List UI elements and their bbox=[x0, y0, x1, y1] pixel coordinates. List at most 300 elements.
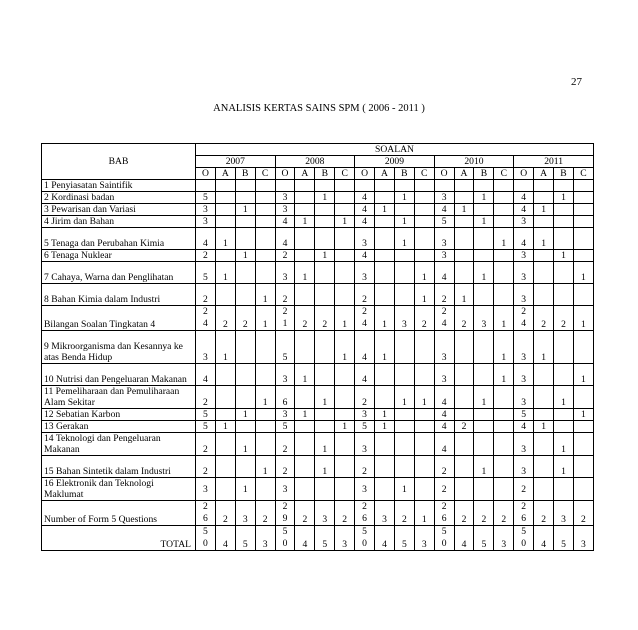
bab-label: 8 Bahan Kimia dalam Industri bbox=[42, 284, 196, 306]
value-cell: 1 bbox=[335, 331, 355, 364]
value-cell bbox=[335, 386, 355, 409]
value-cell: 3 bbox=[394, 306, 414, 331]
value-cell bbox=[315, 421, 335, 433]
value-cell bbox=[394, 331, 414, 364]
value-cell bbox=[414, 216, 434, 228]
year-header: 2007 bbox=[196, 156, 276, 168]
value-cell: 1 bbox=[335, 421, 355, 433]
value-cell: 3 bbox=[514, 386, 534, 409]
value-cell: 3 bbox=[474, 306, 494, 331]
value-cell: 1 bbox=[375, 421, 395, 433]
value-cell: 1 bbox=[235, 478, 255, 501]
value-cell bbox=[335, 180, 355, 192]
value-cell bbox=[414, 331, 434, 364]
subheader-cell: O bbox=[196, 168, 216, 180]
value-cell bbox=[355, 180, 375, 192]
value-cell bbox=[573, 478, 593, 501]
value-cell bbox=[494, 409, 514, 421]
value-cell: 4 bbox=[434, 262, 454, 284]
bab-label: TOTAL bbox=[42, 526, 196, 551]
value-cell: 4 bbox=[275, 216, 295, 228]
value-cell: 3 bbox=[275, 478, 295, 501]
value-cell bbox=[255, 216, 275, 228]
value-cell bbox=[375, 478, 395, 501]
value-cell bbox=[235, 456, 255, 478]
value-cell: 4 bbox=[355, 216, 375, 228]
value-cell: 3 bbox=[514, 364, 534, 386]
value-cell bbox=[255, 228, 275, 250]
subheader-cell: A bbox=[454, 168, 474, 180]
value-digits: 24 bbox=[521, 306, 527, 329]
value-digits: 26 bbox=[441, 501, 447, 524]
subheader-cell: B bbox=[474, 168, 494, 180]
table-row bbox=[42, 228, 594, 250]
value-cell bbox=[315, 284, 335, 306]
value-cell: 1 bbox=[534, 331, 554, 364]
value-cell bbox=[315, 331, 335, 364]
document-title: ANALISIS KERTAS SAINS SPM ( 2006 - 2011 ) bbox=[213, 103, 425, 114]
value-cell bbox=[255, 331, 275, 364]
value-cell: 1 bbox=[554, 250, 574, 262]
value-cell: 5 bbox=[554, 526, 574, 551]
value-cell bbox=[255, 421, 275, 433]
value-cell bbox=[573, 192, 593, 204]
subheader-cell: O bbox=[514, 168, 534, 180]
table-row bbox=[42, 284, 594, 306]
value-cell: 2 bbox=[275, 433, 295, 456]
value-cell: 5 bbox=[196, 262, 216, 284]
table-row bbox=[42, 331, 594, 364]
value-cell bbox=[494, 216, 514, 228]
value-cell bbox=[335, 409, 355, 421]
value-cell: 5 bbox=[235, 526, 255, 551]
value-cell: 5 bbox=[514, 409, 534, 421]
value-cell: 2 bbox=[534, 501, 554, 526]
value-cell bbox=[534, 364, 554, 386]
value-cell bbox=[235, 262, 255, 284]
value-cell: 3 bbox=[514, 216, 534, 228]
value-cell bbox=[414, 433, 434, 456]
value-cell bbox=[235, 331, 255, 364]
bab-label: 4 Jirim dan Bahan bbox=[42, 216, 196, 228]
table-row bbox=[42, 250, 594, 262]
value-cell bbox=[454, 250, 474, 262]
value-cell: 5 bbox=[196, 192, 216, 204]
value-cell bbox=[215, 216, 235, 228]
value-cell: 1 bbox=[255, 284, 275, 306]
value-cell bbox=[454, 478, 474, 501]
value-cell bbox=[494, 386, 514, 409]
value-cell bbox=[573, 386, 593, 409]
value-digits: 24 bbox=[441, 306, 447, 329]
value-cell: 3 bbox=[335, 526, 355, 551]
value-cell bbox=[335, 192, 355, 204]
value-cell: 4 bbox=[295, 526, 315, 551]
table-row bbox=[42, 386, 594, 409]
value-cell: 1 bbox=[414, 501, 434, 526]
value-cell: 3 bbox=[414, 526, 434, 551]
value-cell bbox=[554, 216, 574, 228]
value-cell bbox=[355, 526, 375, 551]
value-cell bbox=[494, 478, 514, 501]
value-cell bbox=[474, 364, 494, 386]
value-cell bbox=[335, 250, 355, 262]
value-cell bbox=[335, 433, 355, 456]
value-cell: 1 bbox=[315, 386, 335, 409]
value-cell: 1 bbox=[474, 216, 494, 228]
value-cell: 1 bbox=[255, 306, 275, 331]
value-cell bbox=[454, 409, 474, 421]
value-cell bbox=[554, 421, 574, 433]
value-cell: 5 bbox=[196, 421, 216, 433]
value-cell bbox=[295, 228, 315, 250]
value-cell: 2 bbox=[215, 306, 235, 331]
value-cell: 3 bbox=[275, 409, 295, 421]
bab-label: 13 Gerakan bbox=[42, 421, 196, 433]
value-cell: 4 bbox=[275, 228, 295, 250]
table-row bbox=[42, 364, 594, 386]
subheader-cell: B bbox=[235, 168, 255, 180]
value-cell: 4 bbox=[514, 228, 534, 250]
table-row bbox=[42, 433, 594, 456]
value-cell bbox=[375, 250, 395, 262]
value-cell bbox=[394, 284, 414, 306]
value-cell bbox=[494, 262, 514, 284]
value-cell bbox=[355, 501, 375, 526]
value-cell bbox=[414, 250, 434, 262]
value-cell: 1 bbox=[534, 228, 554, 250]
value-cell bbox=[414, 192, 434, 204]
value-cell: 4 bbox=[196, 228, 216, 250]
value-cell: 2 bbox=[474, 501, 494, 526]
value-cell bbox=[494, 433, 514, 456]
value-cell: 1 bbox=[315, 433, 335, 456]
value-cell bbox=[454, 216, 474, 228]
value-cell bbox=[295, 284, 315, 306]
value-cell bbox=[414, 409, 434, 421]
value-cell bbox=[275, 526, 295, 551]
bab-header: BAB bbox=[42, 144, 196, 180]
value-cell: 3 bbox=[514, 433, 534, 456]
value-cell: 4 bbox=[355, 250, 375, 262]
value-digits: 21 bbox=[282, 306, 288, 329]
value-cell: 2 bbox=[235, 306, 255, 331]
value-cell: 3 bbox=[275, 204, 295, 216]
value-digits: 50 bbox=[362, 526, 367, 549]
value-cell bbox=[474, 331, 494, 364]
value-cell bbox=[295, 386, 315, 409]
value-digits: 26 bbox=[362, 501, 367, 524]
value-cell bbox=[196, 501, 216, 526]
value-cell bbox=[215, 250, 235, 262]
value-cell: 2 bbox=[295, 501, 315, 526]
value-cell: 2 bbox=[355, 386, 375, 409]
value-digits: 50 bbox=[521, 526, 527, 549]
value-cell: 3 bbox=[275, 262, 295, 284]
value-cell: 1 bbox=[573, 364, 593, 386]
value-cell: 3 bbox=[434, 250, 454, 262]
value-cell bbox=[375, 364, 395, 386]
value-cell: 3 bbox=[514, 284, 534, 306]
value-cell bbox=[315, 204, 335, 216]
value-cell: 3 bbox=[375, 501, 395, 526]
bab-label: 10 Nutrisi dan Pengeluaran Makanan bbox=[42, 364, 196, 386]
value-cell bbox=[534, 216, 554, 228]
value-digits: 29 bbox=[282, 501, 288, 524]
value-cell bbox=[474, 180, 494, 192]
table-row bbox=[42, 421, 594, 433]
value-cell: 2 bbox=[454, 421, 474, 433]
subheader-cell: O bbox=[434, 168, 454, 180]
value-digits: 50 bbox=[203, 526, 208, 549]
table-row bbox=[42, 501, 594, 526]
value-cell bbox=[554, 262, 574, 284]
value-cell bbox=[534, 262, 554, 284]
value-cell: 2 bbox=[355, 456, 375, 478]
value-digits: 24 bbox=[362, 306, 367, 329]
value-cell bbox=[275, 501, 295, 526]
value-cell: 1 bbox=[215, 331, 235, 364]
value-digits: 26 bbox=[203, 501, 208, 524]
year-header: 2010 bbox=[434, 156, 514, 168]
value-cell bbox=[255, 478, 275, 501]
subheader-cell: B bbox=[554, 168, 574, 180]
subheader-cell: A bbox=[215, 168, 235, 180]
value-cell bbox=[554, 228, 574, 250]
table-row bbox=[42, 409, 594, 421]
value-cell bbox=[275, 180, 295, 192]
value-cell bbox=[514, 526, 534, 551]
value-cell bbox=[573, 456, 593, 478]
value-cell: 2 bbox=[315, 306, 335, 331]
value-cell: 5 bbox=[315, 526, 335, 551]
value-cell bbox=[394, 204, 414, 216]
value-cell bbox=[494, 204, 514, 216]
value-cell: 1 bbox=[394, 228, 414, 250]
value-cell bbox=[235, 284, 255, 306]
value-cell bbox=[554, 478, 574, 501]
value-cell bbox=[573, 284, 593, 306]
value-cell: 2 bbox=[215, 501, 235, 526]
analysis-table bbox=[41, 143, 594, 551]
value-cell: 1 bbox=[554, 456, 574, 478]
value-cell bbox=[454, 364, 474, 386]
value-cell bbox=[554, 364, 574, 386]
value-cell: 1 bbox=[554, 433, 574, 456]
value-cell: 5 bbox=[275, 331, 295, 364]
value-cell bbox=[295, 421, 315, 433]
value-cell bbox=[315, 409, 335, 421]
value-digits: 50 bbox=[441, 526, 447, 549]
value-cell: 1 bbox=[335, 216, 355, 228]
value-cell bbox=[454, 262, 474, 284]
value-cell bbox=[215, 456, 235, 478]
value-cell bbox=[454, 331, 474, 364]
value-cell bbox=[235, 180, 255, 192]
value-cell: 3 bbox=[196, 204, 216, 216]
value-cell: 2 bbox=[275, 284, 295, 306]
bab-label: 2 Kordinasi badan bbox=[42, 192, 196, 204]
value-cell: 4 bbox=[434, 386, 454, 409]
subheader-cell: C bbox=[494, 168, 514, 180]
value-cell: 4 bbox=[434, 433, 454, 456]
value-cell bbox=[394, 433, 414, 456]
value-cell: 4 bbox=[355, 204, 375, 216]
value-cell: 1 bbox=[215, 262, 235, 284]
value-cell: 1 bbox=[474, 456, 494, 478]
value-cell bbox=[375, 262, 395, 284]
value-cell bbox=[474, 478, 494, 501]
value-cell: 3 bbox=[514, 262, 534, 284]
bab-label: 7 Cahaya, Warna dan Penglihatan bbox=[42, 262, 196, 284]
table-row bbox=[42, 478, 594, 501]
value-cell bbox=[215, 204, 235, 216]
value-cell bbox=[295, 204, 315, 216]
subheader-cell: A bbox=[534, 168, 554, 180]
value-cell: 4 bbox=[355, 192, 375, 204]
value-cell bbox=[434, 180, 454, 192]
value-cell: 2 bbox=[394, 501, 414, 526]
table-row bbox=[42, 526, 594, 551]
value-cell bbox=[573, 250, 593, 262]
value-cell: 3 bbox=[514, 250, 534, 262]
value-cell: 1 bbox=[295, 409, 315, 421]
value-cell: 5 bbox=[275, 421, 295, 433]
value-cell bbox=[375, 386, 395, 409]
bab-label: 12 Sebatian Karbon bbox=[42, 409, 196, 421]
value-cell: 1 bbox=[474, 386, 494, 409]
subheader-cell: B bbox=[394, 168, 414, 180]
bab-label: 14 Teknologi dan Pengeluaran Makanan bbox=[42, 433, 196, 456]
value-cell: 1 bbox=[534, 204, 554, 216]
value-cell bbox=[514, 180, 534, 192]
value-cell bbox=[454, 433, 474, 456]
value-cell: 3 bbox=[235, 501, 255, 526]
bab-label: 11 Pemeliharaan dan Pemuliharaan Alam Sekitar bbox=[42, 386, 196, 409]
value-cell: 1 bbox=[394, 478, 414, 501]
value-cell bbox=[474, 228, 494, 250]
value-cell: 3 bbox=[434, 331, 454, 364]
value-cell bbox=[454, 386, 474, 409]
value-digits: 26 bbox=[521, 501, 527, 524]
value-cell: 4 bbox=[514, 192, 534, 204]
value-cell bbox=[295, 456, 315, 478]
value-cell bbox=[295, 180, 315, 192]
value-cell bbox=[215, 433, 235, 456]
value-cell bbox=[454, 180, 474, 192]
value-cell: 2 bbox=[414, 306, 434, 331]
value-cell: 1 bbox=[295, 364, 315, 386]
value-cell bbox=[434, 306, 454, 331]
value-cell: 2 bbox=[454, 306, 474, 331]
value-cell: 1 bbox=[573, 306, 593, 331]
value-cell: 4 bbox=[434, 421, 454, 433]
bab-label: 9 Mikroorganisma dan Kesannya ke atas Benda Hidup bbox=[42, 331, 196, 364]
value-cell bbox=[454, 192, 474, 204]
value-cell bbox=[554, 331, 574, 364]
table-row bbox=[42, 180, 594, 192]
value-cell bbox=[375, 228, 395, 250]
value-cell bbox=[335, 478, 355, 501]
value-cell bbox=[554, 204, 574, 216]
value-cell bbox=[554, 284, 574, 306]
value-cell bbox=[474, 250, 494, 262]
value-cell bbox=[315, 228, 335, 250]
value-cell: 1 bbox=[394, 216, 414, 228]
value-cell bbox=[534, 180, 554, 192]
value-cell: 3 bbox=[494, 526, 514, 551]
value-cell: 3 bbox=[434, 228, 454, 250]
value-cell bbox=[255, 250, 275, 262]
value-digits: 24 bbox=[203, 306, 208, 329]
value-cell: 1 bbox=[494, 331, 514, 364]
value-cell bbox=[215, 192, 235, 204]
value-cell bbox=[215, 180, 235, 192]
value-cell: 1 bbox=[255, 456, 275, 478]
value-cell: 1 bbox=[375, 331, 395, 364]
value-cell: 4 bbox=[534, 526, 554, 551]
value-cell bbox=[394, 409, 414, 421]
bab-label: 3 Pewarisan dan Variasi bbox=[42, 204, 196, 216]
value-cell: 4 bbox=[355, 331, 375, 364]
value-cell: 1 bbox=[573, 409, 593, 421]
value-cell: 3 bbox=[434, 364, 454, 386]
value-cell: 2 bbox=[275, 456, 295, 478]
value-cell bbox=[414, 478, 434, 501]
value-cell: 1 bbox=[534, 421, 554, 433]
value-cell: 2 bbox=[494, 501, 514, 526]
value-cell bbox=[494, 456, 514, 478]
value-cell bbox=[235, 228, 255, 250]
value-cell: 1 bbox=[414, 262, 434, 284]
value-cell bbox=[434, 526, 454, 551]
value-cell bbox=[394, 364, 414, 386]
subheader-cell: O bbox=[355, 168, 375, 180]
value-cell: 3 bbox=[514, 456, 534, 478]
value-cell bbox=[474, 284, 494, 306]
value-cell bbox=[335, 204, 355, 216]
bab-label: Number of Form 5 Questions bbox=[42, 501, 196, 526]
value-cell: 1 bbox=[414, 386, 434, 409]
value-cell bbox=[375, 284, 395, 306]
value-cell: 1 bbox=[454, 204, 474, 216]
value-cell bbox=[554, 180, 574, 192]
value-cell bbox=[235, 192, 255, 204]
value-cell: 3 bbox=[434, 192, 454, 204]
value-cell bbox=[534, 433, 554, 456]
value-cell: 1 bbox=[414, 284, 434, 306]
year-header: 2008 bbox=[275, 156, 355, 168]
year-header: 2009 bbox=[355, 156, 435, 168]
value-cell bbox=[375, 180, 395, 192]
value-cell: 3 bbox=[355, 409, 375, 421]
value-cell: 2 bbox=[196, 456, 216, 478]
value-cell bbox=[355, 306, 375, 331]
value-cell bbox=[315, 216, 335, 228]
value-cell: 1 bbox=[554, 192, 574, 204]
value-cell: 3 bbox=[355, 262, 375, 284]
value-cell bbox=[255, 204, 275, 216]
value-cell: 1 bbox=[235, 250, 255, 262]
value-cell: 3 bbox=[275, 192, 295, 204]
value-cell: 2 bbox=[554, 306, 574, 331]
value-cell bbox=[235, 216, 255, 228]
value-cell: 1 bbox=[235, 409, 255, 421]
table-row bbox=[42, 192, 594, 204]
value-cell bbox=[255, 262, 275, 284]
value-cell bbox=[315, 262, 335, 284]
value-cell: 2 bbox=[196, 250, 216, 262]
